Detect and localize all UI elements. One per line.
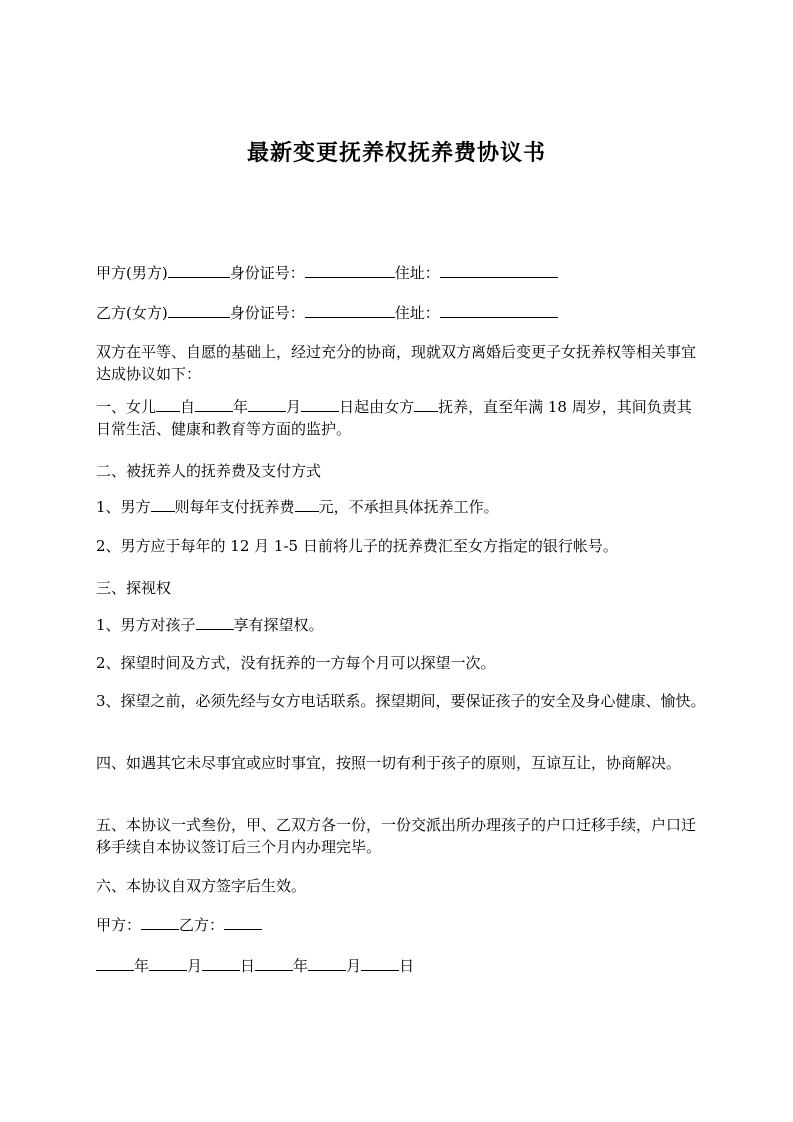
party-b-address-label: 住址：: [394, 304, 440, 322]
date-a-day-blank[interactable]: [202, 955, 240, 971]
clause-2-1-prefix: 1、男方: [96, 498, 151, 516]
clause-4: 四、如遇其它未尽事宜或应时事宜，按照一切有利于孩子的原则，互谅互让，协商解决。: [96, 754, 682, 772]
clause-1-mother-blank[interactable]: [414, 396, 438, 412]
clause-2-1-amount-blank[interactable]: [295, 496, 319, 512]
clause-3-2: 2、探望时间及方式，没有抚养的一方每个月可以探望一次。: [96, 654, 496, 672]
clause-6: 六、本协议自双方签字后生效。: [96, 877, 307, 895]
clause-1-text: 抚养，直至年满 18 周岁，其间负责其日常生活、健康和教育等方面的监护。: [96, 398, 692, 438]
party-a-id-label: 身份证号：: [229, 264, 305, 282]
date-line: [96, 955, 414, 977]
date-a-month-blank[interactable]: [149, 955, 187, 971]
clause-2-1-blank-a[interactable]: [151, 496, 175, 512]
party-b-label: 乙方(女方): [96, 304, 168, 322]
document-title: 最新变更抚养权抚养费协议书: [246, 140, 546, 166]
date-a-year-blank[interactable]: [96, 955, 134, 971]
clause-5: 五、本协议一式叁份，甲、乙双方各一份，一份交派出所办理孩子的户口迁移手续，户口迁移手续自本协议签订后三个月内办理完毕。: [96, 816, 697, 856]
clause-3-3: 3、探望之前，必须先经与女方电话联系。探望期间，要保证孩子的安全及身心健康、愉快。: [96, 692, 706, 710]
date-a-month-label: 月: [187, 957, 203, 975]
clause-1-day-text: 日起由女方: [339, 398, 415, 416]
date-b-year-blank[interactable]: [255, 955, 293, 971]
date-b-month-blank[interactable]: [308, 955, 346, 971]
signature-party-a-label: 甲方：: [96, 916, 142, 934]
clause-3-1-blank[interactable]: [196, 614, 234, 630]
party-a-label: 甲方(男方): [96, 264, 168, 282]
clause-3-1-prefix: 1、男方对孩子: [96, 616, 196, 634]
clause-1-from: 自: [180, 398, 196, 416]
party-a-name-blank[interactable]: [168, 262, 230, 278]
date-b-day-blank[interactable]: [361, 955, 399, 971]
clause-1: [96, 396, 706, 440]
date-b-year-label: 年: [293, 957, 309, 975]
daughter-name-blank[interactable]: [156, 396, 180, 412]
party-b-name-blank[interactable]: [168, 302, 230, 318]
party-a-address-blank[interactable]: [440, 262, 558, 278]
clause-1-year-blank[interactable]: [195, 396, 233, 412]
signature-party-b-blank[interactable]: [224, 914, 262, 930]
party-a-address-label: 住址：: [394, 264, 440, 282]
party-a-id-blank[interactable]: [305, 262, 395, 278]
section-2-heading: 二、被抚养人的抚养费及支付方式: [96, 462, 322, 480]
party-b-id-blank[interactable]: [305, 302, 395, 318]
party-a-line: [96, 262, 558, 284]
clause-2-1-suffix: 元，不承担具体抚养工作。: [318, 498, 499, 516]
party-b-id-label: 身份证号：: [229, 304, 305, 322]
clause-3-1: [96, 614, 324, 636]
date-a-year-label: 年: [134, 957, 150, 975]
clause-1-day-blank[interactable]: [301, 396, 339, 412]
signature-line: [96, 914, 262, 936]
party-b-address-blank[interactable]: [440, 302, 558, 318]
section-3-heading: 三、探视权: [96, 579, 172, 597]
clause-2-1-mid: 则每年支付抚养费: [174, 498, 295, 516]
signature-party-a-blank[interactable]: [141, 914, 179, 930]
date-a-day-label: 日: [240, 957, 256, 975]
date-b-month-label: 月: [346, 957, 362, 975]
clause-1-year: 年: [233, 398, 249, 416]
intro-paragraph: 双方在平等、自愿的基础上，经过充分的协商，现就双方离婚后变更子女抚养权等相关事宜达成协议如下：: [96, 343, 697, 383]
clause-2-2: 2、男方应于每年的 12 月 1-5 日前将儿子的抚养费汇至女方指定的银行帐号。: [96, 537, 618, 555]
clause-1-month: 月: [286, 398, 302, 416]
clause-1-prefix: 一、女儿: [96, 398, 157, 416]
clause-3-1-suffix: 享有探望权。: [233, 616, 324, 634]
party-b-line: [96, 302, 558, 324]
signature-party-b-label: 乙方：: [179, 916, 225, 934]
date-b-day-label: 日: [399, 957, 415, 975]
clause-2-1: [96, 496, 499, 518]
clause-1-month-blank[interactable]: [248, 396, 286, 412]
